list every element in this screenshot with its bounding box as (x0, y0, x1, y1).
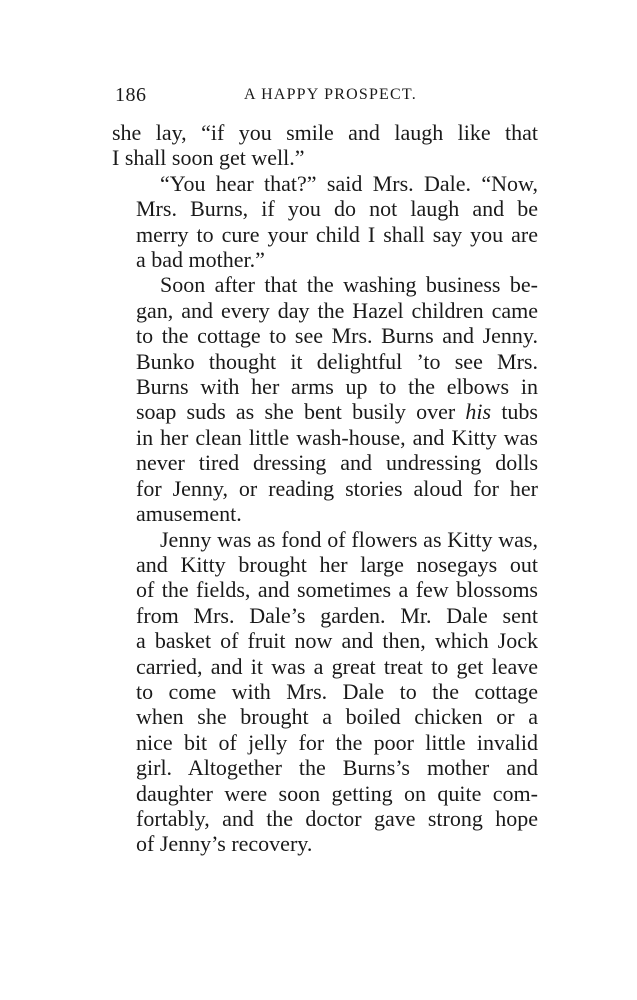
text-line: girl. Altogether the Burns’s mother and (136, 755, 538, 781)
text-line: merry to cure your child I shall say you are (136, 221, 538, 247)
book-page (112, 82, 538, 857)
italic-word: his (465, 399, 492, 425)
text-line: in her clean little wash-house, and Kitty was (136, 424, 538, 450)
text-line: to the cottage to see Mrs. Burns and Jenny. (136, 323, 538, 349)
text-line: a bad mother.” (136, 247, 265, 273)
text-line: Soon after that the washing business be- (160, 272, 538, 298)
body-text (112, 120, 538, 857)
text-line (112, 399, 538, 424)
text-line: she lay, “if you smile and laugh like that (112, 120, 538, 145)
text-line: to come with Mrs. Dale to the cottage (136, 678, 538, 704)
text-line: Mrs. Burns, if you do not laugh and be (136, 196, 538, 222)
text-line: and Kitty brought her large nosegays out (136, 551, 538, 577)
text-line: of the fields, and sometimes a few blossoms (136, 577, 538, 603)
text-line: never tired dressing and undressing dolls (136, 450, 538, 476)
text-line: when she brought a boiled chicken or a (136, 704, 538, 730)
page-number: 186 (115, 84, 147, 106)
text-line: Burns with her arms up to the elbows in (136, 374, 538, 400)
running-head (112, 82, 538, 110)
text-line: Jenny was as fond of flowers as Kitty was, (160, 526, 538, 552)
text-line: a basket of fruit now and then, which Jock (136, 628, 538, 654)
text-segment: soap suds as she bent busily over (136, 399, 466, 425)
paragraph-1 (112, 120, 538, 171)
text-line: carried, and it was a great treat to get leave (136, 653, 538, 679)
text-line: of Jenny’s recovery. (136, 831, 313, 857)
text-line: amusement. (136, 501, 242, 527)
text-line: fortably, and the doctor gave strong hope (136, 805, 538, 831)
text-line: nice bit of jelly for the poor little invalid (136, 729, 538, 755)
paragraph-4 (112, 527, 538, 857)
text-line: daughter were soon getting on quite com- (136, 780, 538, 806)
text-line: gan, and every day the Hazel children came (136, 297, 538, 323)
paragraph-2 (112, 171, 538, 273)
text-line: “You hear that?” said Mrs. Dale. “Now, (160, 170, 538, 196)
running-title: A HAPPY PROSPECT. (244, 86, 417, 103)
text-line: Bunko thought it delightful ’to see Mrs. (136, 348, 538, 374)
paragraph-3 (112, 272, 538, 526)
text-line: from Mrs. Dale’s garden. Mr. Dale sent (136, 602, 538, 628)
text-line: I shall soon get well.” (112, 145, 305, 171)
text-line: for Jenny, or reading stories aloud for her (136, 475, 538, 501)
text-segment: tubs (491, 399, 538, 425)
